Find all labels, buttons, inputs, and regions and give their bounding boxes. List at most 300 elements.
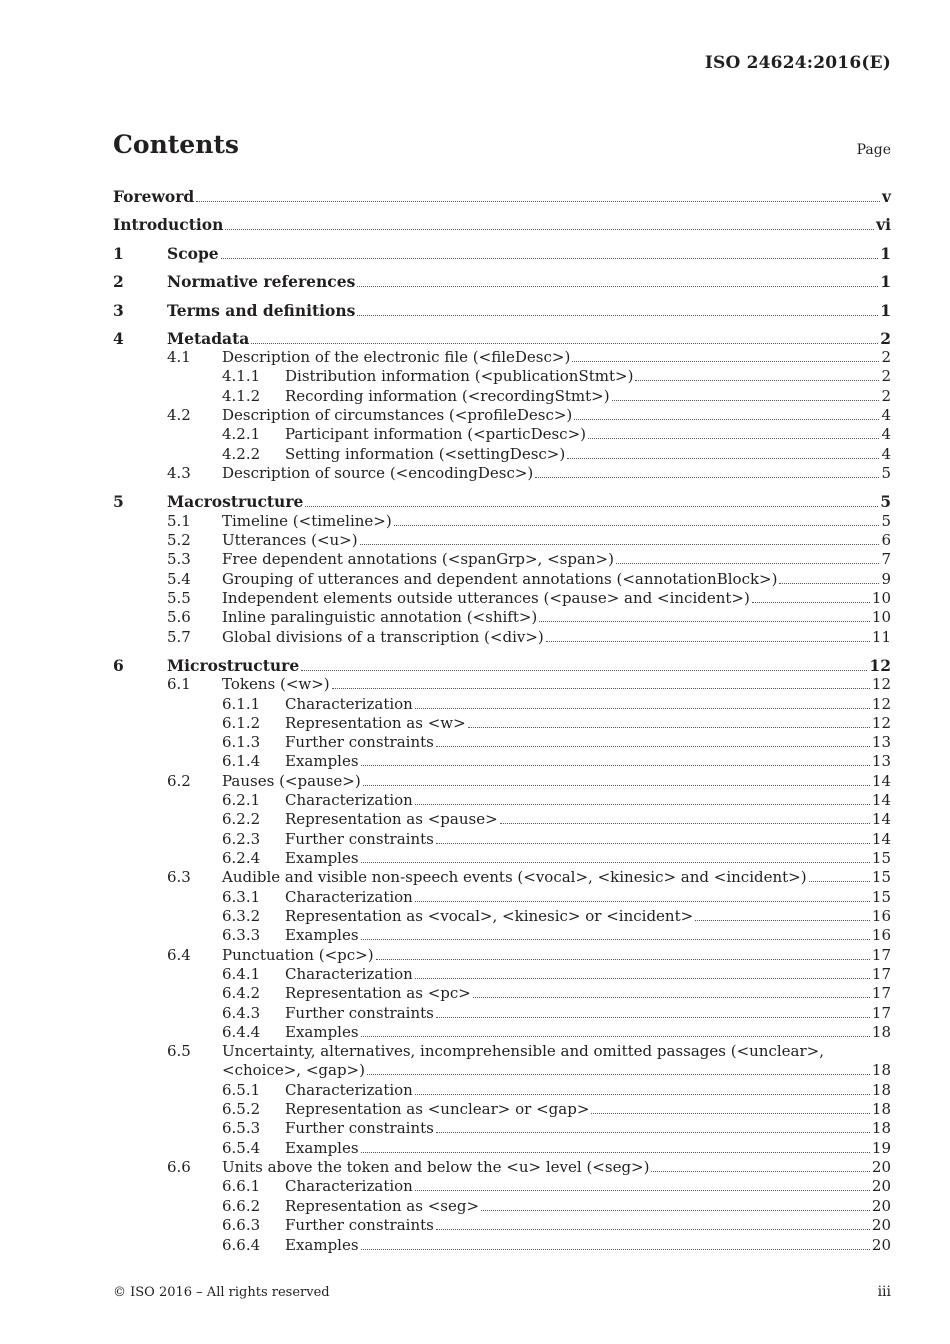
toc-entry-body (222, 946, 891, 965)
toc-entry-body (285, 1081, 891, 1100)
toc-entry-body (222, 570, 891, 589)
toc-entry-body (285, 849, 891, 868)
toc-entry-title: Normative references (167, 272, 356, 291)
toc-entry-page: 6 (881, 531, 891, 549)
toc-entry-page: 4 (881, 406, 891, 424)
toc-entry-page: 20 (871, 1216, 891, 1234)
toc-entry-page: 1 (880, 244, 891, 263)
toc-entry-number: 6.3 (167, 868, 191, 886)
toc-entry-page: 4 (881, 445, 891, 463)
dot-leader (361, 752, 870, 766)
toc-entry-body (285, 830, 891, 849)
toc-entry-number: 5.5 (167, 589, 191, 607)
toc-entry-body (285, 1004, 891, 1023)
toc-entry[interactable] (113, 810, 891, 829)
toc-entry[interactable] (113, 512, 891, 531)
toc-entry-number: 4.1.2 (222, 387, 261, 405)
toc-entry-number: 1 (113, 244, 124, 263)
toc-entry-number: 4.1.1 (222, 367, 261, 385)
toc-entry-page: 10 (871, 608, 891, 626)
document-id: ISO 24624:2016(E) (704, 53, 891, 73)
toc-entry-number: 4.1 (167, 348, 191, 366)
toc-entry-page: 18 (871, 1100, 891, 1118)
toc-entry-number: 4.2 (167, 406, 191, 424)
toc-entry-title: Characterization (285, 1081, 413, 1099)
toc-entry-number: 6.4.1 (222, 965, 261, 983)
dot-leader (539, 608, 870, 622)
toc-entry-title: Representation as <seg> (285, 1197, 480, 1215)
toc-entry-title: Description of circumstances (<profileDesc>) (222, 406, 573, 424)
dot-leader (221, 245, 879, 259)
dot-leader (376, 946, 870, 960)
toc-entry-body (285, 888, 891, 907)
toc-entry-number: 6.5 (167, 1042, 191, 1060)
toc-entry[interactable] (113, 272, 891, 291)
dot-leader (332, 675, 870, 689)
toc-entry-page: 7 (881, 550, 891, 568)
toc-entry[interactable] (113, 187, 891, 206)
toc-entry-body (167, 492, 891, 511)
toc-entry-title: Examples (285, 849, 359, 867)
toc-entry-page: 1 (880, 301, 891, 320)
toc-entry-title: Audible and visible non-speech events (<vocal>, <kinesic> and <incident>) (222, 868, 807, 886)
toc-entry[interactable] (113, 1236, 891, 1255)
toc-entry[interactable] (113, 1004, 891, 1023)
toc-entry-page: 5 (881, 512, 891, 530)
toc-entry-title: Further constraints (285, 830, 434, 848)
toc-entry-body (222, 531, 891, 550)
toc-entry[interactable] (113, 1042, 891, 1061)
toc-entry-number: 6.3.1 (222, 888, 261, 906)
toc-entry-body (285, 445, 891, 464)
toc-entry-number: 6.1.1 (222, 695, 261, 713)
toc-entry-number: 6.1.3 (222, 733, 261, 751)
toc-entry-number: 3 (113, 301, 124, 320)
toc-entry-page: 2 (881, 348, 891, 366)
toc-entry[interactable] (113, 965, 891, 984)
toc-entry[interactable] (113, 464, 891, 483)
toc-entry-number: 4.3 (167, 464, 191, 482)
dot-leader (481, 1197, 870, 1211)
toc-entry[interactable] (113, 1100, 891, 1119)
toc-entry-number: 5.3 (167, 550, 191, 568)
toc-entry-page: 9 (881, 570, 891, 588)
toc-entry-body (222, 512, 891, 531)
dot-leader (394, 512, 880, 526)
toc-entry[interactable] (113, 1197, 891, 1216)
toc-entry[interactable] (113, 445, 891, 464)
toc-entry-number: 5 (113, 492, 124, 511)
toc-entry-page: 14 (871, 791, 891, 809)
toc-entry-body (285, 1177, 891, 1196)
toc-entry-body (222, 589, 891, 608)
toc-entry-number: 6.1 (167, 675, 191, 693)
toc-entry-title: Characterization (285, 1177, 413, 1195)
toc-entry-body (285, 733, 891, 752)
toc-entry-title: Setting information (<settingDesc>) (285, 445, 566, 463)
toc-entry-number: 4.2.2 (222, 445, 261, 463)
toc-entry-title: Foreword (113, 187, 195, 206)
toc-entry-number: 5.7 (167, 628, 191, 646)
dot-leader (305, 493, 878, 507)
toc-entry-title: Participant information (<particDesc>) (285, 425, 587, 443)
dot-leader (415, 1081, 870, 1095)
toc-entry-title: Microstructure (167, 656, 300, 675)
toc-entry-title: Punctuation (<pc>) (222, 946, 374, 964)
toc-entry-body (285, 1139, 891, 1158)
toc-entry-body (285, 1023, 891, 1042)
toc-entry-page: 15 (871, 888, 891, 906)
toc-entry-body (285, 791, 891, 810)
toc-entry-page: 12 (871, 714, 891, 732)
toc-entry-page: 15 (871, 868, 891, 886)
toc-entry-title: Tokens (<w>) (222, 675, 330, 693)
copyright-notice: © ISO 2016 – All rights reserved (113, 1285, 330, 1300)
toc-entry-page: 20 (871, 1158, 891, 1176)
toc-entry[interactable] (113, 733, 891, 752)
toc-entry-body (285, 926, 891, 945)
toc-entry-title: Terms and definitions (167, 301, 356, 320)
toc-entry-page: 14 (871, 830, 891, 848)
toc-entry-page: 18 (871, 1023, 891, 1041)
dot-leader (361, 1139, 870, 1153)
dot-leader (225, 216, 874, 230)
toc-entry-title: Further constraints (285, 1216, 434, 1234)
toc-entry-body (285, 1197, 891, 1216)
toc-entry-title: Representation as <pause> (285, 810, 498, 828)
toc-entry-title: Scope (167, 244, 219, 263)
dot-leader (361, 849, 870, 863)
toc-entry-number: 2 (113, 272, 124, 291)
dot-leader (436, 830, 870, 844)
toc-entry-page: 18 (871, 1119, 891, 1137)
toc-entry-page: 14 (871, 772, 891, 790)
dot-leader (436, 1119, 870, 1133)
toc-entry-body (167, 329, 891, 348)
toc-entry[interactable] (113, 752, 891, 771)
dot-leader (196, 188, 880, 202)
toc-entry-number: 5.2 (167, 531, 191, 549)
toc-entry-number: 6.4.4 (222, 1023, 261, 1041)
dot-leader (473, 984, 870, 998)
toc-entry[interactable] (113, 868, 891, 887)
dot-leader (361, 1236, 870, 1250)
toc-entry-page: 18 (871, 1061, 891, 1079)
toc-entry[interactable] (113, 550, 891, 569)
toc-entry-number: 6.2.1 (222, 791, 261, 809)
dot-leader (572, 348, 879, 362)
dot-leader (500, 810, 870, 824)
title-row (113, 130, 891, 170)
toc-entry-title: Metadata (167, 329, 250, 348)
dot-leader (415, 695, 870, 709)
toc-entry-body (167, 656, 891, 675)
toc-entry-body (285, 965, 891, 984)
toc-entry-title: Further constraints (285, 1004, 434, 1022)
toc-entry[interactable] (113, 589, 891, 608)
toc-entry-title: Introduction (113, 215, 224, 234)
toc-entry[interactable] (113, 387, 891, 406)
toc-entry-title: Free dependent annotations (<spanGrp>, <span>) (222, 550, 614, 568)
toc-entry-body (222, 772, 891, 791)
dot-leader (436, 1216, 870, 1230)
toc-entry-page: 14 (871, 810, 891, 828)
toc-entry[interactable] (113, 301, 891, 320)
toc-entry[interactable] (113, 1158, 891, 1177)
toc-entry-body (285, 1216, 891, 1235)
toc-entry-title: Further constraints (285, 1119, 434, 1137)
toc-entry-page: 5 (881, 464, 891, 482)
toc-entry-page: 18 (871, 1081, 891, 1099)
toc-entry-number: 6.3.2 (222, 907, 261, 925)
dot-leader (612, 387, 880, 401)
toc-entry-title: <choice>, <gap>) (222, 1061, 365, 1079)
toc-entry-body (113, 187, 891, 206)
dot-leader (436, 1004, 870, 1018)
toc-entry-number: 6.5.4 (222, 1139, 261, 1157)
toc-entry-title: Further constraints (285, 733, 434, 751)
toc-entry-body (222, 1061, 891, 1080)
toc-entry-number: 6.4.3 (222, 1004, 261, 1022)
toc-entry-number: 6.6.4 (222, 1236, 261, 1254)
toc-entry-title: Examples (285, 1139, 359, 1157)
toc-entry-number: 6.6.3 (222, 1216, 261, 1234)
toc-entry-page: 13 (871, 752, 891, 770)
toc-entry-title: Representation as <vocal>, <kinesic> or <incident> (285, 907, 694, 925)
dot-leader (567, 445, 879, 459)
toc-entry-body (167, 244, 891, 263)
toc-entry[interactable] (113, 406, 891, 425)
toc-entry-body (285, 752, 891, 771)
toc-entry-title: Uncertainty, alternatives, incomprehensible and omitted passages (<unclear>, (222, 1042, 824, 1060)
dot-leader (616, 550, 879, 564)
toc-entry-number: 6 (113, 656, 124, 675)
toc-entry-body (222, 464, 891, 483)
toc-entry-body (222, 550, 891, 569)
toc-entry-page: 17 (871, 946, 891, 964)
toc-entry-page: 2 (881, 367, 891, 385)
dot-leader (301, 657, 867, 671)
toc-entry-title: Characterization (285, 695, 413, 713)
toc-entry-page: 17 (871, 965, 891, 983)
toc-entry-body (285, 907, 891, 926)
toc-entry-title: Representation as <w> (285, 714, 466, 732)
toc-entry[interactable] (113, 531, 891, 550)
dot-leader (357, 273, 878, 287)
toc-entry-page: 12 (871, 695, 891, 713)
toc-entry[interactable] (113, 714, 891, 733)
toc-entry[interactable] (113, 926, 891, 945)
toc-entry-title: Characterization (285, 888, 413, 906)
toc-entry[interactable] (113, 675, 891, 694)
dot-leader (779, 570, 879, 584)
toc-entry-body (222, 1042, 891, 1061)
toc-entry-page: 16 (871, 907, 891, 925)
toc-entry-page: 13 (871, 733, 891, 751)
toc-entry-number: 6.3.3 (222, 926, 261, 944)
dot-leader (361, 1023, 870, 1037)
toc-entry-number: 6.1.2 (222, 714, 261, 732)
toc-entry-title: Characterization (285, 965, 413, 983)
toc-entry-page: 17 (871, 984, 891, 1002)
toc-entry-body (222, 1158, 891, 1177)
toc-entry-title: Examples (285, 1236, 359, 1254)
toc-entry[interactable] (113, 215, 891, 234)
toc-entry-page: 15 (871, 849, 891, 867)
toc-entry-page: 10 (871, 589, 891, 607)
toc-entry[interactable] (113, 348, 891, 367)
dot-leader (651, 1158, 869, 1172)
toc-entry-page: 2 (880, 329, 891, 348)
toc-entry-title: Description of source (<encodingDesc>) (222, 464, 534, 482)
dot-leader (591, 1100, 870, 1114)
dot-leader (415, 888, 870, 902)
toc-entry-body (285, 1119, 891, 1138)
toc-entry[interactable] (113, 656, 891, 675)
toc-entry[interactable] (113, 772, 891, 791)
toc-entry-number: 6.2.3 (222, 830, 261, 848)
toc-entry-title: Pauses (<pause>) (222, 772, 361, 790)
toc-entry-page: 19 (871, 1139, 891, 1157)
dot-leader (809, 868, 870, 882)
toc-entry-title: Recording information (<recordingStmt>) (285, 387, 610, 405)
toc-entry-title: Global divisions of a transcription (<div>) (222, 628, 544, 646)
toc-entry-page: 11 (871, 628, 891, 646)
toc-entry[interactable] (113, 946, 891, 965)
toc-entry[interactable] (113, 608, 891, 627)
toc-entry[interactable] (113, 1177, 891, 1196)
toc-entry[interactable] (113, 984, 891, 1003)
toc-entry-title: Description of the electronic file (<fileDesc>) (222, 348, 571, 366)
toc-entry-page: 12 (871, 675, 891, 693)
toc-entry-number: 6.2 (167, 772, 191, 790)
toc-entry[interactable] (113, 907, 891, 926)
toc-entry[interactable] (113, 695, 891, 714)
dot-leader (361, 926, 870, 940)
toc-entry-title: Inline paralinguistic annotation (<shift>) (222, 608, 538, 626)
dot-leader (357, 302, 878, 316)
toc-entry-body (222, 628, 891, 647)
toc-entry[interactable] (113, 849, 891, 868)
toc-entry-page: 4 (881, 425, 891, 443)
toc-entry-page: 17 (871, 1004, 891, 1022)
toc-entry-number: 6.1.4 (222, 752, 261, 770)
dot-leader (468, 714, 870, 728)
toc-entry-page: 2 (881, 387, 891, 405)
toc-entry[interactable] (113, 244, 891, 263)
toc-entry-body (222, 406, 891, 425)
toc-entry-body (167, 272, 891, 291)
toc-entry-number: 6.6 (167, 1158, 191, 1176)
toc-entry-number: 5.1 (167, 512, 191, 530)
toc-entry-title: Examples (285, 752, 359, 770)
toc-entry-number: 6.6.1 (222, 1177, 261, 1195)
dot-leader (360, 531, 880, 545)
toc-entry-title: Macrostructure (167, 492, 304, 511)
toc-entry-title: Distribution information (<publicationStmt>) (285, 367, 634, 385)
toc-entry-page: 1 (880, 272, 891, 291)
page-number: iii (877, 1284, 891, 1300)
toc-entry-body (285, 984, 891, 1003)
toc-entry-number: 6.2.4 (222, 849, 261, 867)
toc-entry-page: vi (876, 215, 891, 234)
toc-entry-number: 6.5.2 (222, 1100, 261, 1118)
toc-entry-title: Grouping of utterances and dependent annotations (<annotationBlock>) (222, 570, 778, 588)
toc-entry[interactable] (113, 1061, 891, 1080)
toc-entry-page: 20 (871, 1177, 891, 1195)
toc-entry-number: 4.2.1 (222, 425, 261, 443)
page-title: Contents (113, 130, 240, 159)
dot-leader (363, 772, 870, 786)
toc-entry[interactable] (113, 367, 891, 386)
toc-entry[interactable] (113, 1216, 891, 1235)
toc-entry-body (222, 868, 891, 887)
toc-entry[interactable] (113, 570, 891, 589)
toc-entry-page: v (881, 187, 891, 206)
toc-entry[interactable] (113, 1023, 891, 1042)
toc-entry-body (167, 301, 891, 320)
toc-entry-body (285, 714, 891, 733)
dot-leader (535, 464, 879, 478)
toc-entry[interactable] (113, 628, 891, 647)
toc-entry-title: Characterization (285, 791, 413, 809)
toc-entry-number: 6.5.3 (222, 1119, 261, 1137)
toc-entry[interactable] (113, 425, 891, 444)
toc-entry-title: Units above the token and below the <u> level (<seg>) (222, 1158, 650, 1176)
toc-entry-page: 16 (871, 926, 891, 944)
toc-entry[interactable] (113, 1119, 891, 1138)
toc-entry-number: 4 (113, 329, 124, 348)
toc-entry[interactable] (113, 1139, 891, 1158)
toc-entry-body (285, 1236, 891, 1255)
toc-entry[interactable] (113, 492, 891, 511)
dot-leader (546, 628, 870, 642)
dot-leader (752, 589, 870, 603)
toc-entry[interactable] (113, 791, 891, 810)
toc-entry-number: 6.2.2 (222, 810, 261, 828)
toc-entry-page: 20 (871, 1197, 891, 1215)
toc-entry-page: 20 (871, 1236, 891, 1254)
toc-entry-body (285, 425, 891, 444)
toc-entry-title: Representation as <pc> (285, 984, 471, 1002)
dot-leader (415, 965, 870, 979)
dot-leader (695, 907, 870, 921)
toc-entry-number: 5.6 (167, 608, 191, 626)
dot-leader (588, 425, 879, 439)
dot-leader (574, 406, 879, 420)
toc-entry-body (285, 810, 891, 829)
toc-entry[interactable] (113, 1081, 891, 1100)
toc-entry-body (222, 675, 891, 694)
toc-entry[interactable] (113, 830, 891, 849)
toc-entry-body (222, 608, 891, 627)
dot-leader (251, 330, 878, 344)
toc-entry-number: 6.6.2 (222, 1197, 261, 1215)
toc-entry-body (285, 695, 891, 714)
toc-entry-title: Timeline (<timeline>) (222, 512, 392, 530)
dot-leader (436, 733, 870, 747)
toc-entry-title: Independent elements outside utterances (<pause> and <incident>) (222, 589, 750, 607)
toc-entry-number: 6.4 (167, 946, 191, 964)
page-column-label: Page (856, 142, 891, 158)
toc-entry[interactable] (113, 329, 891, 348)
toc-entry-number: 6.4.2 (222, 984, 261, 1002)
toc-entry-body (285, 387, 891, 406)
toc-entry[interactable] (113, 888, 891, 907)
dot-leader (415, 791, 870, 805)
toc-entry-title: Utterances (<u>) (222, 531, 358, 549)
toc-entry-body (285, 367, 891, 386)
